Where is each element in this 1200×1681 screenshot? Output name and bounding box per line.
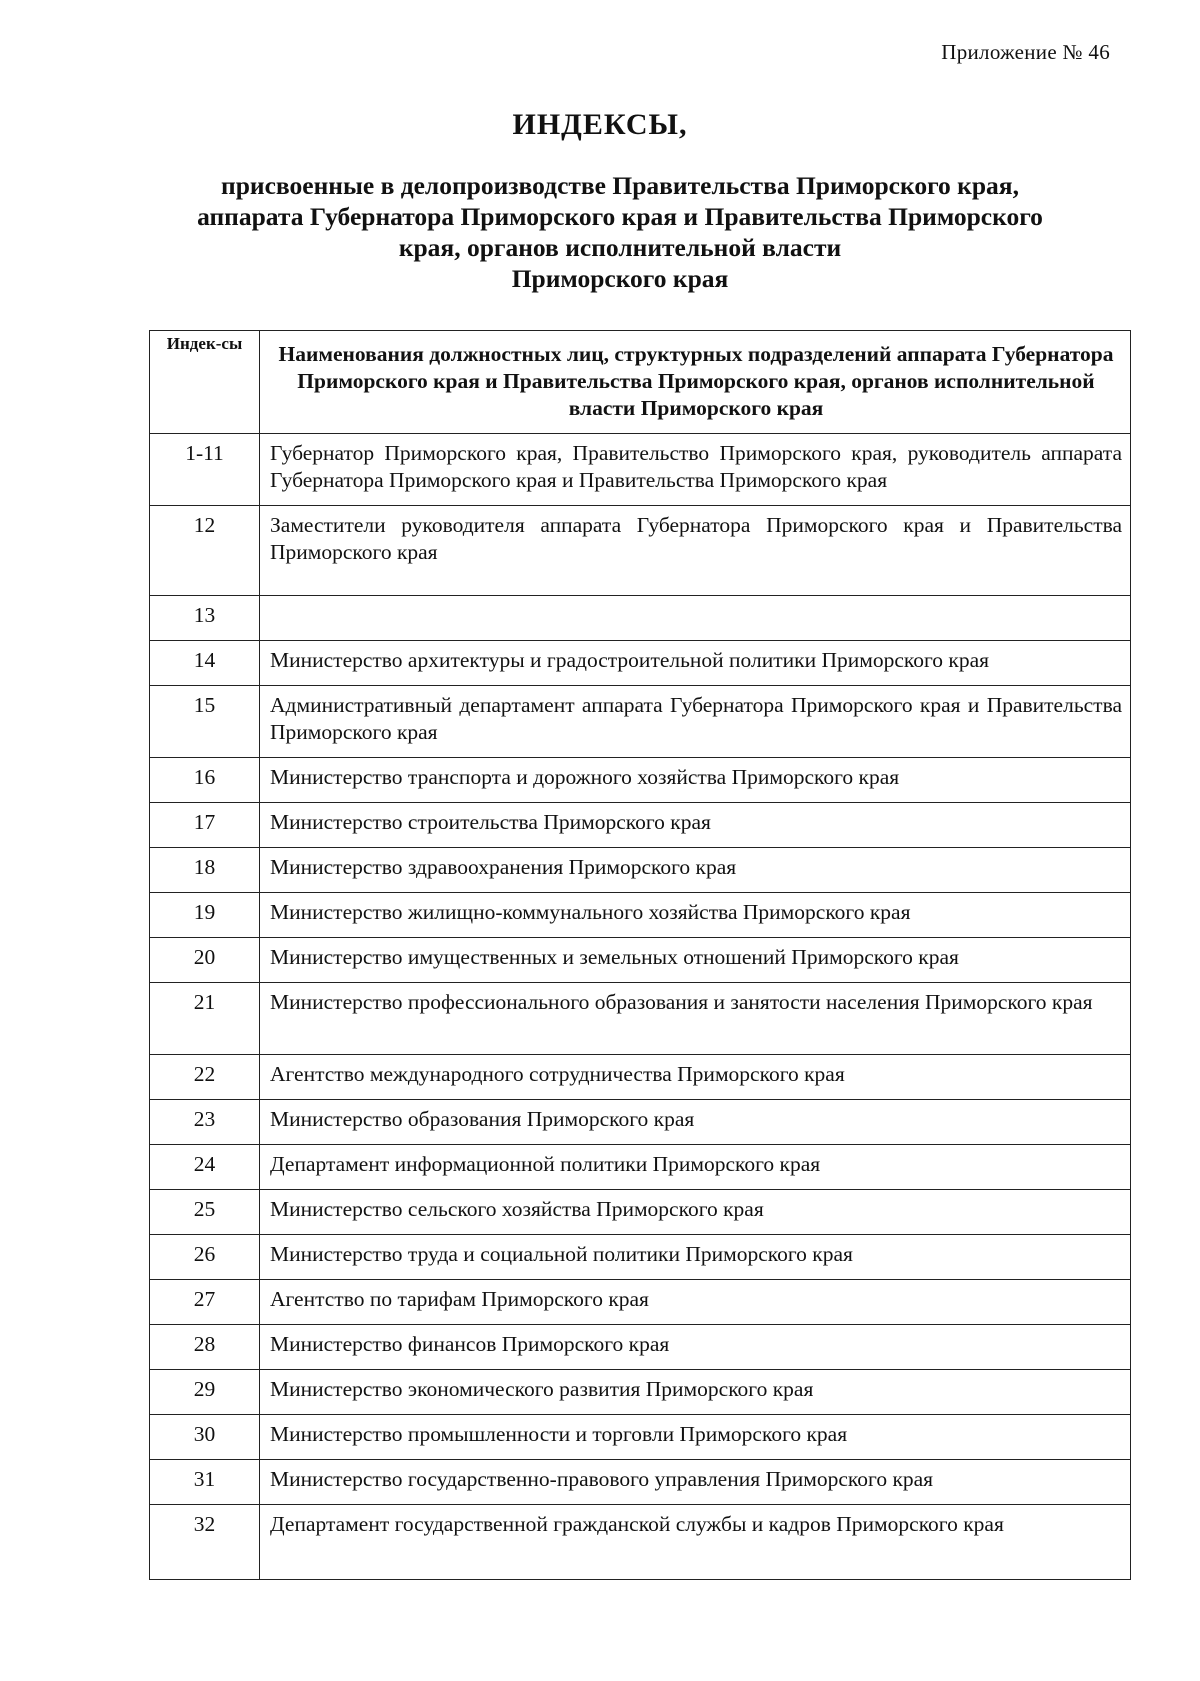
document-subtitle <box>120 170 1120 294</box>
row-name: Административный департамент аппарата Губернатора Приморского края и Правительства Приморского края <box>260 686 1131 758</box>
row-name: Министерство имущественных и земельных отношений Приморского края <box>260 938 1131 983</box>
table-row <box>150 803 1131 848</box>
row-index: 20 <box>150 938 260 983</box>
header-index: Индек-сы <box>150 331 260 434</box>
row-index: 18 <box>150 848 260 893</box>
table-row <box>150 1100 1131 1145</box>
table-row <box>150 758 1131 803</box>
row-index: 29 <box>150 1370 260 1415</box>
table-row <box>150 686 1131 758</box>
row-name: Агентство международного сотрудничества Приморского края <box>260 1055 1131 1100</box>
table-row <box>150 1145 1131 1190</box>
row-name: Министерство здравоохранения Приморского края <box>260 848 1131 893</box>
table-row <box>150 1460 1131 1505</box>
row-index: 17 <box>150 803 260 848</box>
row-name: Министерство экономического развития Приморского края <box>260 1370 1131 1415</box>
document-title: ИНДЕКСЫ, <box>512 108 688 141</box>
row-name: Министерство строительства Приморского края <box>260 803 1131 848</box>
row-index: 19 <box>150 893 260 938</box>
subtitle-line: края, органов исполнительной власти <box>398 233 842 262</box>
row-index: 26 <box>150 1235 260 1280</box>
row-index: 13 <box>150 596 260 641</box>
row-name: Министерство жилищно-коммунального хозяйства Приморского края <box>260 893 1131 938</box>
row-index: 21 <box>150 983 260 1055</box>
row-index: 32 <box>150 1505 260 1580</box>
row-index: 27 <box>150 1280 260 1325</box>
table-row <box>150 506 1131 596</box>
row-index: 15 <box>150 686 260 758</box>
index-table <box>149 330 1131 1580</box>
row-index: 22 <box>150 1055 260 1100</box>
subtitle-line: аппарата Губернатора Приморского края и Правительства Приморского <box>197 202 1043 231</box>
table-row <box>150 848 1131 893</box>
row-name: Агентство по тарифам Приморского края <box>260 1280 1131 1325</box>
subtitle-line: присвоенные в делопроизводстве Правительства Приморского края, <box>221 171 1019 200</box>
row-index: 31 <box>150 1460 260 1505</box>
row-index: 24 <box>150 1145 260 1190</box>
row-name: Министерство промышленности и торговли Приморского края <box>260 1415 1131 1460</box>
row-name: Министерство сельского хозяйства Приморского края <box>260 1190 1131 1235</box>
row-name: Министерство профессионального образования и занятости населения Приморского края <box>260 983 1131 1055</box>
table-row <box>150 1280 1131 1325</box>
row-index: 23 <box>150 1100 260 1145</box>
table-row <box>150 1505 1131 1580</box>
row-name: Заместители руководителя аппарата Губернатора Приморского края и Правительства Приморского края <box>260 506 1131 596</box>
table-row <box>150 1370 1131 1415</box>
table-row <box>150 434 1131 506</box>
row-index: 12 <box>150 506 260 596</box>
row-name: Департамент информационной политики Приморского края <box>260 1145 1131 1190</box>
table-row <box>150 1325 1131 1370</box>
header-name: Наименования должностных лиц, структурных подразделений аппарата Губернатора Приморского края и Правительства Приморского края, органов исполнительной власти Приморского края <box>260 331 1131 434</box>
table-row <box>150 1415 1131 1460</box>
appendix-number: Приложение № 46 <box>941 40 1110 64</box>
row-name: Министерство архитектуры и градостроительной политики Приморского края <box>260 641 1131 686</box>
row-name: Губернатор Приморского края, Правительство Приморского края, руководитель аппарата Губернатора Приморского края и Правительства Приморского края <box>260 434 1131 506</box>
table-row <box>150 596 1131 641</box>
row-name: Министерство транспорта и дорожного хозяйства Приморского края <box>260 758 1131 803</box>
row-index: 28 <box>150 1325 260 1370</box>
table-row <box>150 1190 1131 1235</box>
table-row <box>150 938 1131 983</box>
row-name: Министерство финансов Приморского края <box>260 1325 1131 1370</box>
row-index: 25 <box>150 1190 260 1235</box>
row-name: Министерство образования Приморского края <box>260 1100 1131 1145</box>
table-row <box>150 1235 1131 1280</box>
subtitle-line: Приморского края <box>511 264 729 293</box>
table-row <box>150 641 1131 686</box>
row-name: Департамент государственной гражданской службы и кадров Приморского края <box>260 1505 1131 1580</box>
table-row <box>150 983 1131 1055</box>
row-index: 14 <box>150 641 260 686</box>
row-index: 16 <box>150 758 260 803</box>
table-row <box>150 1055 1131 1100</box>
row-name: Министерство труда и социальной политики Приморского края <box>260 1235 1131 1280</box>
row-index: 30 <box>150 1415 260 1460</box>
table-header-row <box>150 331 1131 434</box>
row-name <box>260 596 1131 641</box>
table-row <box>150 893 1131 938</box>
row-index: 1-11 <box>150 434 260 506</box>
row-name: Министерство государственно-правового управления Приморского края <box>260 1460 1131 1505</box>
